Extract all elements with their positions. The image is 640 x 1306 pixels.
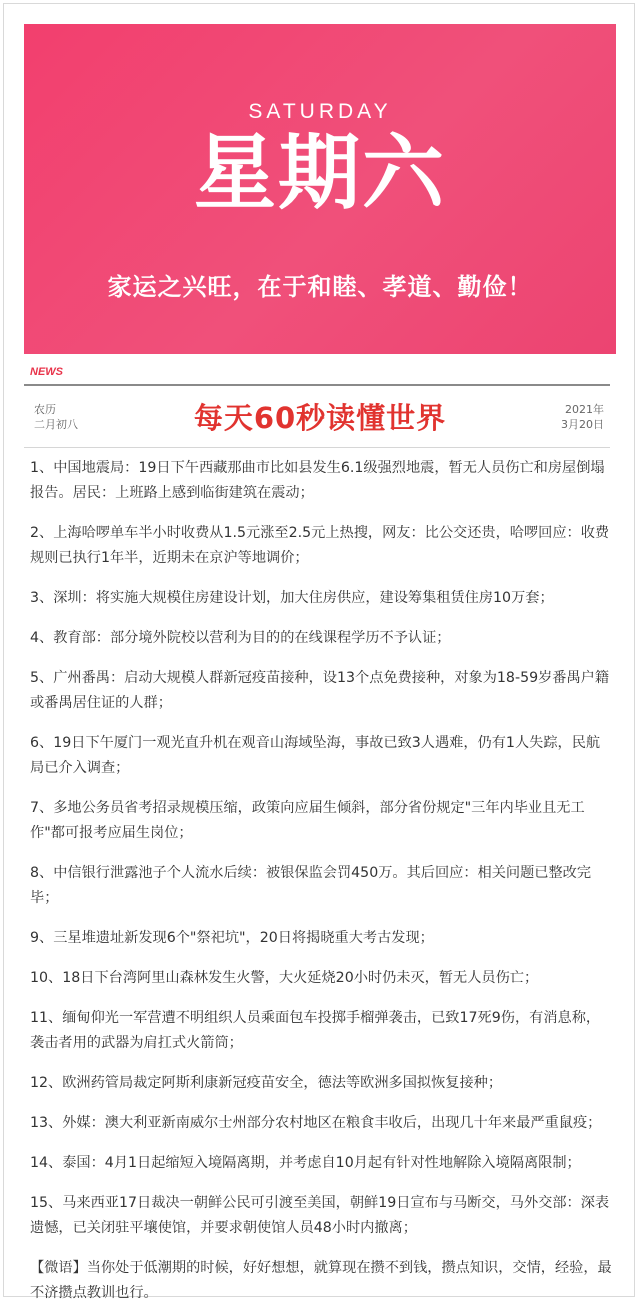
banner-motto: 家运之兴旺，在于和睦、孝道、勤俭！	[107, 273, 533, 301]
lunar-label: 农历	[34, 403, 56, 416]
news-item: 6、19日下午厦门一观光直升机在观音山海域坠海，事故已致3人遇难，仍有1人失踪，民航局已介入调查；	[30, 735, 601, 776]
lunar-date: 二月初八	[34, 418, 78, 431]
news-item: 1、中国地震局：19日下午西藏那曲市比如县发生6.1级强烈地震，暂无人员伤亡和房屋倒塌报告。居民：上班路上感到临街建筑在震动；	[30, 460, 605, 501]
news-item: 9、三星堆遗址新发现6个"祭祀坑"，20日将揭晓重大考古发现；	[30, 930, 434, 946]
news-item: 4、教育部：部分境外院校以营利为目的的在线课程学历不予认证；	[30, 630, 451, 646]
news-item: 7、多地公务员省考招录规模压缩，政策向应届生倾斜，部分省份规定"三年内毕业且无工作"都可报考应届生岗位；	[30, 800, 585, 841]
news-item: 12、欧洲药管局裁定阿斯利康新冠疫苗安全，德法等欧洲多国拟恢复接种；	[30, 1075, 503, 1091]
weekday-chinese: 星期六	[193, 126, 446, 221]
gregorian-date-block	[561, 402, 604, 432]
news-item: 13、外媒：澳大利亚新南威尔士州部分农村地区在粮食丰收后，出现几十年来最严重鼠疫；	[30, 1115, 602, 1131]
news-tag: NEWS	[30, 366, 63, 378]
weekday-banner	[24, 24, 616, 354]
news-item: 8、中信银行泄露池子个人流水后续：被银保监会罚450万。其后回应：相关问题已整改完毕；	[30, 865, 592, 906]
masthead-bottom-rule	[24, 447, 610, 448]
news-item: 2、上海哈啰单车半小时收费从1.5元涨至2.5元上热搜，网友：比公交还贵，哈啰回应：收费规则已执行1年半，近期未在京沪等地调价；	[30, 525, 610, 566]
news-list	[30, 456, 612, 1306]
news-item: 10、18日下台湾阿里山森林发生火警，大火延烧20小时仍未灭，暂无人员伤亡；	[30, 970, 539, 986]
news-item: 14、泰国：4月1日起缩短入境隔离期，并考虑自10月起有针对性地解除入境隔离限制；	[30, 1155, 581, 1171]
news-item: 3、深圳：将实施大规模住房建设计划，加大住房供应，建设筹集租赁住房10万套；	[30, 590, 554, 606]
masthead-top-rule	[24, 384, 610, 386]
date-day: 3月20日	[561, 418, 604, 431]
wisdom-quote: 【微语】当你处于低潮期的时候，好好想想，就算现在攒不到钱，攒点知识，交情，经验，最不济攒点教训也行。	[30, 1260, 612, 1301]
news-item: 11、缅甸仰光一军营遭不明组织人员乘面包车投掷手榴弹袭击，已致17死9伤，有消息称，袭击者用的武器为肩扛式火箭筒；	[30, 1010, 601, 1051]
page-title: 每天60秒读懂世界	[193, 401, 447, 435]
date-year: 2021年	[565, 403, 604, 416]
lunar-date-block	[34, 402, 78, 432]
news-item: 5、广州番禺：启动大规模人群新冠疫苗接种，设13个点免费接种，对象为18-59岁番禺户籍或番禺居住证的人群；	[30, 670, 610, 711]
weekday-english: SATURDAY	[248, 100, 392, 123]
news-item: 15、马来西亚17日裁决一朝鲜公民可引渡至美国，朝鲜19日宣布与马断交，马外交部：深表遗憾，已关闭驻平壤使馆，并要求朝使馆人员48小时内撤离；	[30, 1195, 610, 1236]
